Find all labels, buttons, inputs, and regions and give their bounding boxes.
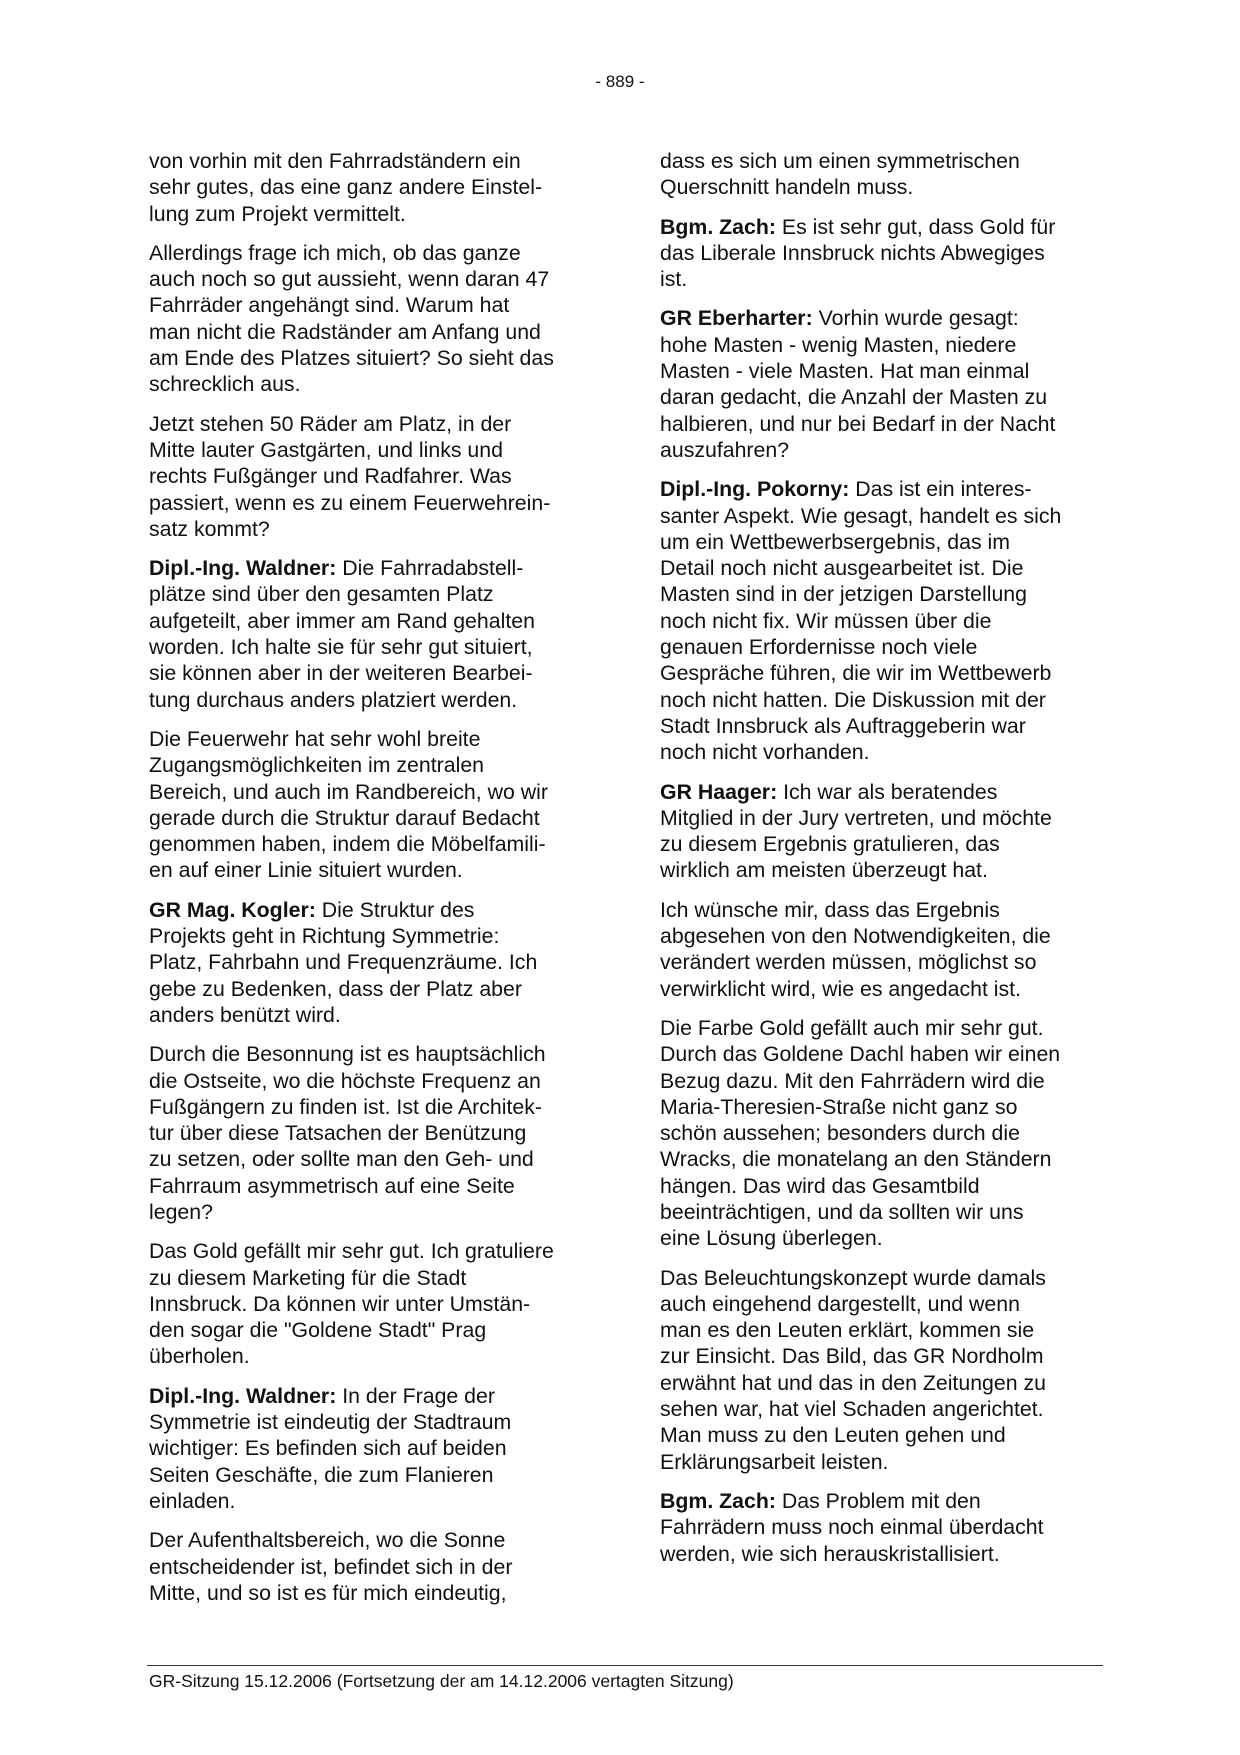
text-line: santer Aspekt. Wie gesagt, handelt es sich bbox=[660, 503, 1062, 528]
text-line: Gespräche führen, die wir im Wettbewerb bbox=[660, 661, 1052, 686]
paragraph bbox=[149, 897, 594, 1028]
text-line: Fahrrädern muss noch einmal überdacht bbox=[660, 1515, 1044, 1540]
text-line: Die Farbe Gold gefällt auch mir sehr gut. bbox=[660, 1015, 1044, 1040]
paragraph bbox=[660, 779, 1105, 884]
text-line: Ich wünsche mir, dass das Ergebnis bbox=[660, 897, 1000, 922]
text-line: Das Beleuchtungskonzept wurde damals bbox=[660, 1265, 1046, 1290]
paragraph bbox=[149, 1527, 594, 1606]
text-line: Zugangsmöglichkeiten im zentralen bbox=[149, 753, 485, 778]
text-line: auch eingehend dargestellt, und wenn bbox=[660, 1291, 1020, 1316]
paragraph bbox=[660, 305, 1105, 463]
text-line: verwirklicht wird, wie es angedacht ist. bbox=[660, 976, 1021, 1001]
text-line: Das Gold gefällt mir sehr gut. Ich gratuliere bbox=[149, 1239, 554, 1264]
text-line: überholen. bbox=[149, 1344, 250, 1369]
text-line: Jetzt stehen 50 Räder am Platz, in der bbox=[149, 411, 512, 436]
text-line: zu diesem Marketing für die Stadt bbox=[149, 1265, 467, 1290]
text-line: halbieren, und nur bei Bedarf in der Nacht bbox=[660, 411, 1056, 436]
text-line: satz kommt? bbox=[149, 516, 270, 541]
text-line: man nicht die Radständer am Anfang und bbox=[149, 319, 541, 344]
text-line: beeinträchtigen, und da sollten wir uns bbox=[660, 1199, 1024, 1224]
footer-text: GR-Sitzung 15.12.2006 (Fortsetzung der am 14.12.2006 vertagten Sitzung) bbox=[149, 1671, 734, 1691]
text-line: man es den Leuten erklärt, kommen sie bbox=[660, 1318, 1035, 1343]
text-line: auch noch so gut aussieht, wenn daran 47 bbox=[149, 267, 550, 292]
text-line: anders benützt wird. bbox=[149, 1002, 341, 1027]
text-line: Seiten Geschäfte, die zum Flanieren bbox=[149, 1462, 494, 1487]
paragraph bbox=[660, 1015, 1105, 1252]
text-line: Fußgängern zu finden ist. Ist die Architek- bbox=[149, 1094, 543, 1119]
text-line: eine Lösung überlegen. bbox=[660, 1226, 883, 1251]
text-line: tung durchaus anders platziert werden. bbox=[149, 687, 518, 712]
footer-divider bbox=[147, 1665, 1103, 1666]
text-line: Detail noch nicht ausgearbeitet ist. Die bbox=[660, 556, 1024, 581]
speaker-name: Dipl.-Ing. Waldner: bbox=[149, 556, 337, 581]
text-line: Die Struktur des bbox=[315, 897, 475, 922]
right-column bbox=[660, 148, 1105, 1580]
text-line: aufgeteilt, aber immer am Rand gehalten bbox=[149, 608, 535, 633]
text-line: noch nicht fix. Wir müssen über die bbox=[660, 608, 992, 633]
speaker-name: Bgm. Zach: bbox=[660, 214, 776, 239]
text-line: sie können aber in der weiteren Bearbei- bbox=[149, 661, 533, 686]
text-line: entscheidender ist, befindet sich in der bbox=[149, 1554, 513, 1579]
text-line: legen? bbox=[149, 1199, 213, 1224]
speaker-name: GR Mag. Kogler: bbox=[149, 897, 316, 922]
text-line: rechts Fußgänger und Radfahrer. Was bbox=[149, 464, 512, 489]
paragraph bbox=[149, 411, 594, 542]
text-line: dass es sich um einen symmetrischen bbox=[660, 149, 1020, 173]
text-line: wirklich am meisten überzeugt hat. bbox=[660, 858, 988, 883]
text-line: en auf einer Linie situiert wurden. bbox=[149, 858, 463, 883]
text-line: um ein Wettbewerbsergebnis, das im bbox=[660, 529, 1010, 554]
text-line: wichtiger: Es befinden sich auf beiden bbox=[149, 1436, 507, 1461]
text-line: daran gedacht, die Anzahl der Masten zu bbox=[660, 385, 1048, 410]
text-line: sehen war, hat viel Schaden angerichtet. bbox=[660, 1397, 1044, 1422]
text-line: Masten - viele Masten. Hat man einmal bbox=[660, 359, 1030, 384]
paragraph bbox=[660, 214, 1105, 293]
text-line: Projekts geht in Richtung Symmetrie: bbox=[149, 924, 500, 949]
paragraph bbox=[660, 148, 1105, 201]
text-line: einladen. bbox=[149, 1488, 236, 1513]
text-line: Die Fahrradabstell- bbox=[336, 556, 524, 581]
text-line: von vorhin mit den Fahrradständern ein bbox=[149, 149, 521, 173]
text-line: Fahrräder angehängt sind. Warum hat bbox=[149, 293, 510, 318]
speaker-name: GR Haager: bbox=[660, 779, 778, 804]
text-line: Der Aufenthaltsbereich, wo die Sonne bbox=[149, 1528, 506, 1553]
text-line: schön aussehen; besonders durch die bbox=[660, 1121, 1020, 1146]
left-column bbox=[149, 148, 594, 1619]
page-number: - 889 - bbox=[595, 72, 645, 91]
text-line: Durch die Besonnung ist es hauptsächlich bbox=[149, 1042, 546, 1067]
text-line: passiert, wenn es zu einem Feuerwehrein- bbox=[149, 490, 551, 515]
paragraph bbox=[149, 726, 594, 884]
text-line: auszufahren? bbox=[660, 437, 790, 462]
text-line: tur über diese Tatsachen der Benützung bbox=[149, 1121, 527, 1146]
paragraph bbox=[660, 1488, 1105, 1567]
paragraph bbox=[149, 240, 594, 398]
text-line: Allerdings frage ich mich, ob das ganze bbox=[149, 240, 521, 265]
paragraph bbox=[149, 148, 594, 227]
text-line: schrecklich aus. bbox=[149, 372, 301, 397]
paragraph bbox=[149, 555, 594, 713]
text-line: zur Einsicht. Das Bild, das GR Nordholm bbox=[660, 1344, 1044, 1369]
text-line: erwähnt hat und das in den Zeitungen zu bbox=[660, 1370, 1046, 1395]
text-line: das Liberale Innsbruck nichts Abwegiges bbox=[660, 240, 1045, 265]
text-line: gerade durch die Struktur darauf Bedacht bbox=[149, 805, 540, 830]
paragraph bbox=[149, 1238, 594, 1369]
text-line: Bezug dazu. Mit den Fahrrädern wird die bbox=[660, 1068, 1045, 1093]
text-line: werden, wie sich herauskristallisiert. bbox=[660, 1541, 1000, 1566]
text-line: gebe zu Bedenken, dass der Platz aber bbox=[149, 976, 522, 1001]
text-line: Erklärungsarbeit leisten. bbox=[660, 1449, 889, 1474]
text-line: Mitte lauter Gastgärten, und links und bbox=[149, 437, 503, 462]
text-line: Symmetrie ist eindeutig der Stadtraum bbox=[149, 1410, 512, 1435]
text-line: hohe Masten - wenig Masten, niedere bbox=[660, 332, 1017, 357]
text-line: Ich war als beratendes bbox=[777, 779, 998, 804]
text-line: die Ostseite, wo die höchste Frequenz an bbox=[149, 1068, 541, 1093]
speaker-name: GR Eberharter: bbox=[660, 306, 813, 331]
text-line: Innsbruck. Da können wir unter Umstän- bbox=[149, 1291, 531, 1316]
paragraph bbox=[660, 897, 1105, 1002]
speaker-name: Bgm. Zach: bbox=[660, 1488, 776, 1513]
paragraph bbox=[660, 1265, 1105, 1475]
text-line: genommen haben, indem die Möbelfamili- bbox=[149, 832, 546, 857]
text-line: Querschnitt handeln muss. bbox=[660, 175, 914, 200]
text-line: hängen. Das wird das Gesamtbild bbox=[660, 1173, 980, 1198]
paragraph bbox=[660, 476, 1105, 765]
text-line: Bereich, und auch im Randbereich, wo wir bbox=[149, 779, 548, 804]
text-line: Vorhin wurde gesagt: bbox=[812, 306, 1019, 331]
paragraph bbox=[149, 1383, 594, 1514]
text-line: Es ist sehr gut, dass Gold für bbox=[775, 214, 1056, 239]
text-line: Die Feuerwehr hat sehr wohl breite bbox=[149, 726, 481, 751]
paragraph bbox=[149, 1041, 594, 1225]
text-line: am Ende des Platzes situiert? So sieht das bbox=[149, 346, 554, 371]
text-line: Fahrraum asymmetrisch auf eine Seite bbox=[149, 1173, 515, 1198]
text-line: verändert werden müssen, möglichst so bbox=[660, 950, 1037, 975]
text-line: Mitte, und so ist es für mich eindeutig, bbox=[149, 1580, 507, 1605]
text-line: worden. Ich halte sie für sehr gut situiert, bbox=[149, 635, 533, 660]
text-line: Maria-Theresien-Straße nicht ganz so bbox=[660, 1094, 1018, 1119]
text-line: noch nicht vorhanden. bbox=[660, 740, 870, 765]
text-line: Wracks, die monatelang an den Ständern bbox=[660, 1147, 1052, 1172]
text-line: Masten sind in der jetzigen Darstellung bbox=[660, 582, 1027, 607]
text-line: lung zum Projekt vermittelt. bbox=[149, 201, 406, 226]
speaker-name: Dipl.-Ing. Waldner: bbox=[149, 1383, 337, 1408]
text-line: sehr gutes, das eine ganz andere Einstel- bbox=[149, 175, 543, 200]
text-line: In der Frage der bbox=[336, 1383, 495, 1408]
speaker-name: Dipl.-Ing. Pokorny: bbox=[660, 477, 850, 502]
text-line: Durch das Goldene Dachl haben wir einen bbox=[660, 1042, 1061, 1067]
text-line: Stadt Innsbruck als Auftraggeberin war bbox=[660, 713, 1026, 738]
text-line: Man muss zu den Leuten gehen und bbox=[660, 1423, 1006, 1448]
text-line: noch nicht hatten. Die Diskussion mit der bbox=[660, 687, 1046, 712]
text-line: genauen Erfordernisse noch viele bbox=[660, 635, 978, 660]
text-line: den sogar die "Goldene Stadt" Prag bbox=[149, 1318, 487, 1343]
text-line: zu diesem Ergebnis gratulieren, das bbox=[660, 832, 1000, 857]
text-line: plätze sind über den gesamten Platz bbox=[149, 582, 494, 607]
text-line: Platz, Fahrbahn und Frequenzräume. Ich bbox=[149, 950, 538, 975]
text-line: abgesehen von den Notwendigkeiten, die bbox=[660, 924, 1051, 949]
text-line: Das ist ein interes- bbox=[849, 477, 1032, 502]
text-line: Das Problem mit den bbox=[775, 1488, 981, 1513]
text-line: ist. bbox=[660, 267, 688, 292]
text-line: Mitglied in der Jury vertreten, und möchte bbox=[660, 805, 1052, 830]
text-line: zu setzen, oder sollte man den Geh- und bbox=[149, 1147, 534, 1172]
